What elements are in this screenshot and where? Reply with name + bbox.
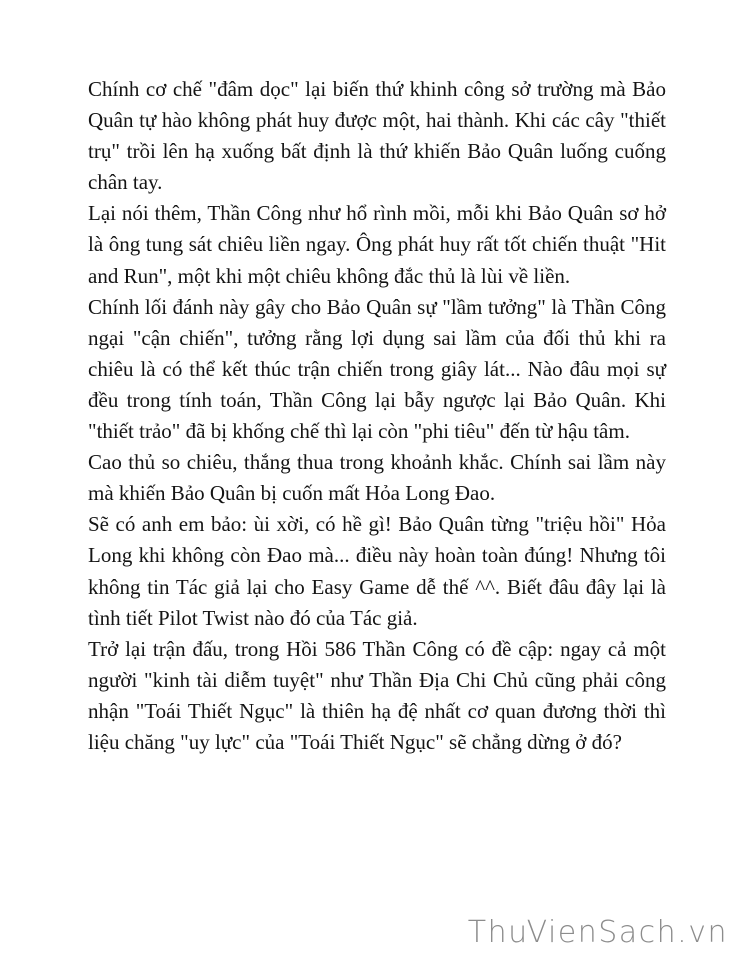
paragraph: Chính cơ chế "đâm dọc" lại biến thứ khinh công sở trường mà Bảo Quân tự hào không phát huy được một, hai thành. Khi các cây "thiết trụ" trồi lên hạ xuống bất định là thứ khiến Bảo Quân luống cuống chân tay. bbox=[88, 77, 666, 195]
text-content bbox=[88, 74, 666, 758]
paragraph: Chính lối đánh này gây cho Bảo Quân sự "lầm tưởng" là Thần Công ngại "cận chiến", tưởng rằng lợi dụng sai lầm của đối thủ khi ra chiêu là có thể kết thúc trận chiến trong giây lát... Nào đâu mọi sự đều trong tính toán, Thần Công lại bẫy ngược lại Bảo Quân. Khi "thiết trảo" đã bị khống chế thì lại còn "phi tiêu" đến từ hậu tâm. bbox=[88, 294, 666, 444]
paragraph: Cao thủ so chiêu, thắng thua trong khoảnh khắc. Chính sai lầm này mà khiến Bảo Quân bị cuốn mất Hỏa Long Đao. bbox=[88, 450, 666, 506]
watermark-logo: ThuVienSach.vn bbox=[467, 915, 728, 950]
paragraph: Lại nói thêm, Thần Công như hổ rình mồi, mỗi khi Bảo Quân sơ hở là ông tung sát chiêu liền ngay. Ông phát huy rất tốt chiến thuật "Hit and Run", một khi một chiêu không đắc thủ là lùi về liền. bbox=[88, 201, 666, 288]
paragraph: Trở lại trận đấu, trong Hồi 586 Thần Công có đề cập: ngay cả một người "kinh tài diễm tuyệt" như Thần Địa Chi Chủ cũng phải công nhận "Toái Thiết Ngục" là thiên hạ đệ nhất cơ quan đương thời thì liệu chăng "uy lực" của "Toái Thiết Ngục" sẽ chẳng dừng ở đó? bbox=[88, 636, 666, 754]
paragraph: Sẽ có anh em bảo: ùi xời, có hề gì! Bảo Quân từng "triệu hồi" Hỏa Long khi không còn Đao mà... điều này hoàn toàn đúng! Nhưng tôi không tin Tác giả lại cho Easy Game dễ thế ^^. Biết đâu đây lại là tình tiết Pilot Twist nào đó của Tác giả. bbox=[88, 512, 666, 630]
